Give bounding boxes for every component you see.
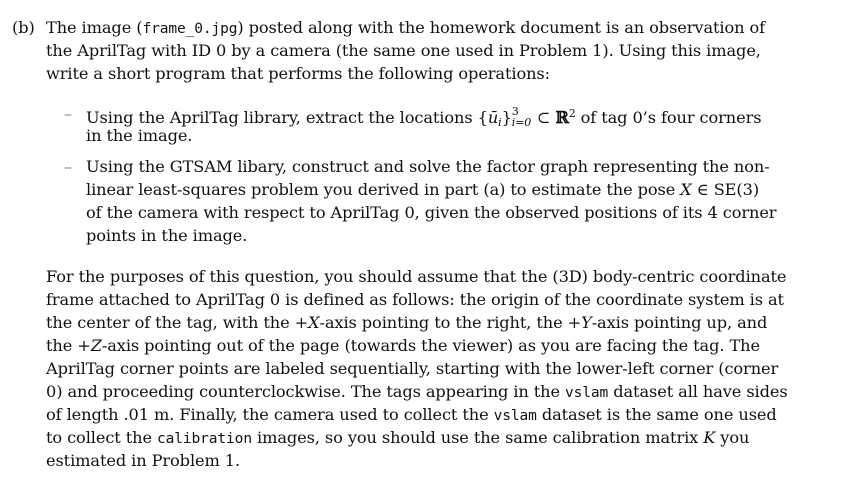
dataset-name-vslam: vslam — [493, 408, 537, 424]
bullet-2-line-1: Using the GTSAM libary, construct and solve the factor graph representing the non- — [86, 157, 770, 176]
problem-b-line-2: the AprilTag with ID 0 by a camera (the same one used in Problem 1). Using this image, — [46, 41, 761, 60]
problem-label: (b) — [12, 18, 35, 37]
dataset-name-vslam: vslam — [565, 385, 609, 401]
bullet-1-line-1: Using the AprilTag library, extract the locations $\{ū_i\}$ 3 i=0 ⊂ ℝ$^2$ of tag 0’s four corners — [86, 105, 762, 129]
problem-b-line-3: write a short program that performs the following operations: — [46, 64, 550, 83]
bullet-dash-2: – — [64, 157, 72, 176]
bullet-2-line-2: linear least-squares problem you derived in part (a) to estimate the pose X ∈ SE(3) — [86, 180, 760, 199]
para2-line-2: frame attached to AprilTag 0 is defined as follows: the origin of the coordinate system is at — [46, 290, 784, 309]
para2-line-8: to collect the calibration images, so you should use the same calibration matrix K you — [46, 428, 750, 447]
problem-b-line-1: The image (frame_0.jpg) posted along with the homework document is an observation of — [46, 18, 766, 37]
para2-line-7: of length .01 m. Finally, the camera used to collect the vslam dataset is the same one used — [46, 405, 777, 424]
dataset-name-calibration: calibration — [157, 431, 252, 447]
bullet-2-line-4: points in the image. — [86, 226, 248, 245]
para2-line-1: For the purposes of this question, you should assume that the (3D) body-centric coordinate — [46, 267, 787, 286]
para2-line-3: the center of the tag, with the +X-axis pointing to the right, the +Y-axis pointing up, and — [46, 313, 768, 332]
bullet-2-line-3: of the camera with respect to AprilTag 0, given the observed positions of its 4 corner — [86, 203, 777, 222]
filename-frame0: frame_0.jpg — [142, 21, 238, 37]
para2-line-6: 0) and proceeding counterclockwise. The tags appearing in the vslam dataset all have sides — [46, 382, 788, 401]
bullet-1-line-2: in the image. — [86, 126, 193, 145]
para2-line-4: the +Z-axis pointing out of the page (towards the viewer) as you are facing the tag. The — [46, 336, 760, 355]
para2-line-5: AprilTag corner points are labeled sequentially, starting with the lower-left corner (corner — [46, 359, 779, 378]
para2-line-9: estimated in Problem 1. — [46, 451, 241, 470]
bullet-dash-1: – — [64, 104, 72, 123]
